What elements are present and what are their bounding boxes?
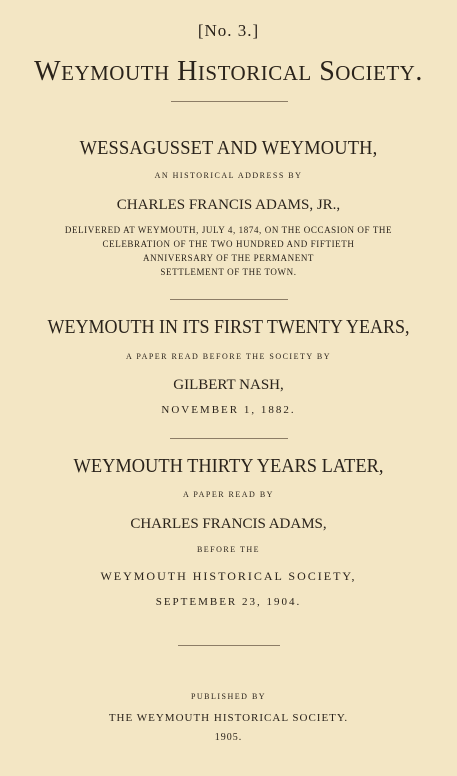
section-2-subtitle: A PAPER READ BEFORE THE SOCIETY BY [126,352,331,361]
section-2-author: GILBERT NASH, [173,377,284,393]
imprint-rule [178,645,280,646]
section-3-author: CHARLES FRANCIS ADAMS, [130,516,327,532]
section-3-society-name: WEYMOUTH HISTORICAL SOCIETY, [100,569,357,583]
section-rule [170,299,288,300]
section-1-description-line: CELEBRATION OF THE TWO HUNDRED AND FIFTIETH [102,239,355,249]
section-2-date: NOVEMBER 1, 1882. [161,404,296,416]
section-1-author: CHARLES FRANCIS ADAMS, JR., [116,197,341,213]
imprint-publisher: THE WEYMOUTH HISTORICAL SOCIETY. [108,712,349,724]
section-1-description-line: SETTLEMENT OF THE TOWN. [160,267,297,277]
section-3-subtitle: A PAPER READ BY [183,490,274,499]
section-1-description-line: DELIVERED AT WEYMOUTH, JULY 4, 1874, ON THE OCCASION OF THE [64,225,393,235]
section-1-description-line: ANNIVERSARY OF THE PERMANENT [142,253,315,263]
imprint-published-by: PUBLISHED BY [190,692,267,701]
section-1-subtitle: AN HISTORICAL ADDRESS BY [154,171,303,180]
section-3-before-label: BEFORE THE [196,545,261,554]
section-rule [170,438,288,439]
imprint-year: 1905. [214,732,243,743]
section-1-title: WESSAGUSSET AND WEYMOUTH, [79,137,378,159]
society-title: WEYMOUTH HISTORICAL SOCIETY. [34,56,423,87]
section-3-title: WEYMOUTH THIRTY YEARS LATER, [73,455,384,477]
series-number: [No. 3.] [197,21,260,40]
title-rule [171,101,288,102]
section-2-title: WEYMOUTH IN ITS FIRST TWENTY YEARS, [47,316,410,338]
section-3-date: SEPTEMBER 23, 1904. [155,596,302,608]
